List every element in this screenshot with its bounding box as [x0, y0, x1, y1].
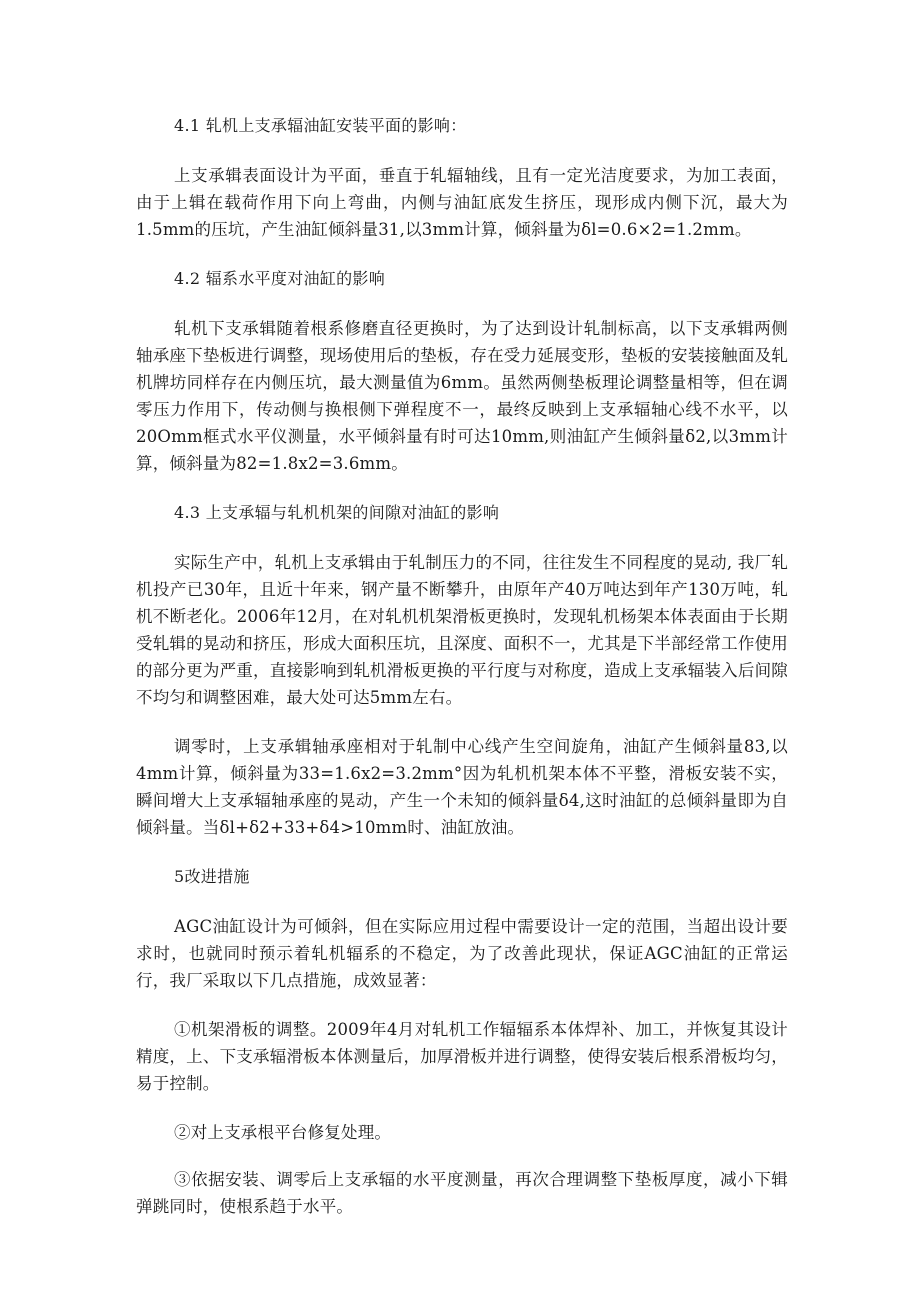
- paragraph: ①机架滑板的调整。2009年4月对轧机工作辐辐系本体焊补、加工，并恢复其设计精度，上、下支承辐滑板本体测量后，加厚滑板并进行调整，使得安装后根系滑板均匀，易于控制。: [136, 1020, 788, 1093]
- paragraph: 轧机下支承辑随着根系修磨直径更换时，为了达到设计轧制标高，以下支承辑两侧轴承座下垫板进行调整，现场使用后的垫板，存在受力延展变形，垫板的安装接触面及轧机牌坊同样存在内侧压坑，最大测量值为6mm。虽然两侧垫板理论调整量相等，但在调零压力作用下，传动侧与换根侧下弹程度不一，最终反映到上支承辐轴心线不水平，以20Omm框式水平仪测量，水平倾斜量有时可达10mm,则油缸产生倾斜量δ2,以3mm计算，倾斜量为82=1.8x2=3.6mm。: [136, 319, 788, 473]
- paragraph: 实际生产中，轧机上支承辑由于轧制压力的不同，往往发生不同程度的晃动, 我厂轧机投产已30年，且近十年来，钢产量不断攀升，由原年产40万吨达到年产130万吨，轧机不断老化。2006年12月，在对轧机机架滑板更换时，发现轧机杨架本体表面由于长期受轧辑的晃动和挤压，形成大面积压坑，且深度、面积不一，尤其是下半部经常工作使用的部分更为严重，直接影响到轧机滑板更换的平行度与对称度，造成上支承辐装入后间隙不均匀和调整困难，最大处可达5mm左右。: [136, 553, 788, 707]
- paragraph: 上支承辑表面设计为平面，垂直于轧辐轴线，且有一定光洁度要求，为加工表面，由于上辑在载荷作用下向上弯曲，内侧与油缸底发生挤压，现形成内侧下沉，最大为1.5mm的压坑，产生油缸倾斜量31,以3mm计算，倾斜量为δl=0.6×2=1.2mm。: [136, 166, 788, 239]
- section-heading-4-2: 4.2 辐系水平度对油缸的影响: [174, 269, 386, 288]
- paragraph: AGC油缸设计为可倾斜，但在实际应用过程中需要设计一定的范围，当超出设计要求时，也就同时预示着轧机辐系的不稳定，为了改善此现状，保证AGC油缸的正常运行，我厂采取以下几点措施，成效显著：: [136, 917, 788, 990]
- section-heading-5: 5改进措施: [174, 867, 250, 886]
- section-heading-4-1: 4.1 轧机上支承辐油缸安装平面的影响：: [174, 116, 467, 135]
- document-body: [136, 112, 788, 1242]
- paragraph: ②对上支承根平台修复处理。: [174, 1123, 392, 1142]
- section-heading-4-3: 4.3 上支承辐与轧机机架的间隙对油缸的影响: [174, 503, 500, 522]
- paragraph: 调零时，上支承辑轴承座相对于轧制中心线产生空间旋角，油缸产生倾斜量83,以4mm计算，倾斜量为33=1.6x2=3.2mm°因为轧机机架本体不平整，滑板安装不实，瞬间增大上支承辐轴承座的晃动，产生一个未知的倾斜量δ4,这时油缸的总倾斜量即为自倾斜量。当δl+δ2+33+δ4>10mm时、油缸放油。: [136, 737, 788, 837]
- paragraph: ③依据安装、调零后上支承辐的水平度测量，再次合理调整下垫板厚度，减小下辑弹跳同时，使根系趋于水平。: [136, 1170, 788, 1216]
